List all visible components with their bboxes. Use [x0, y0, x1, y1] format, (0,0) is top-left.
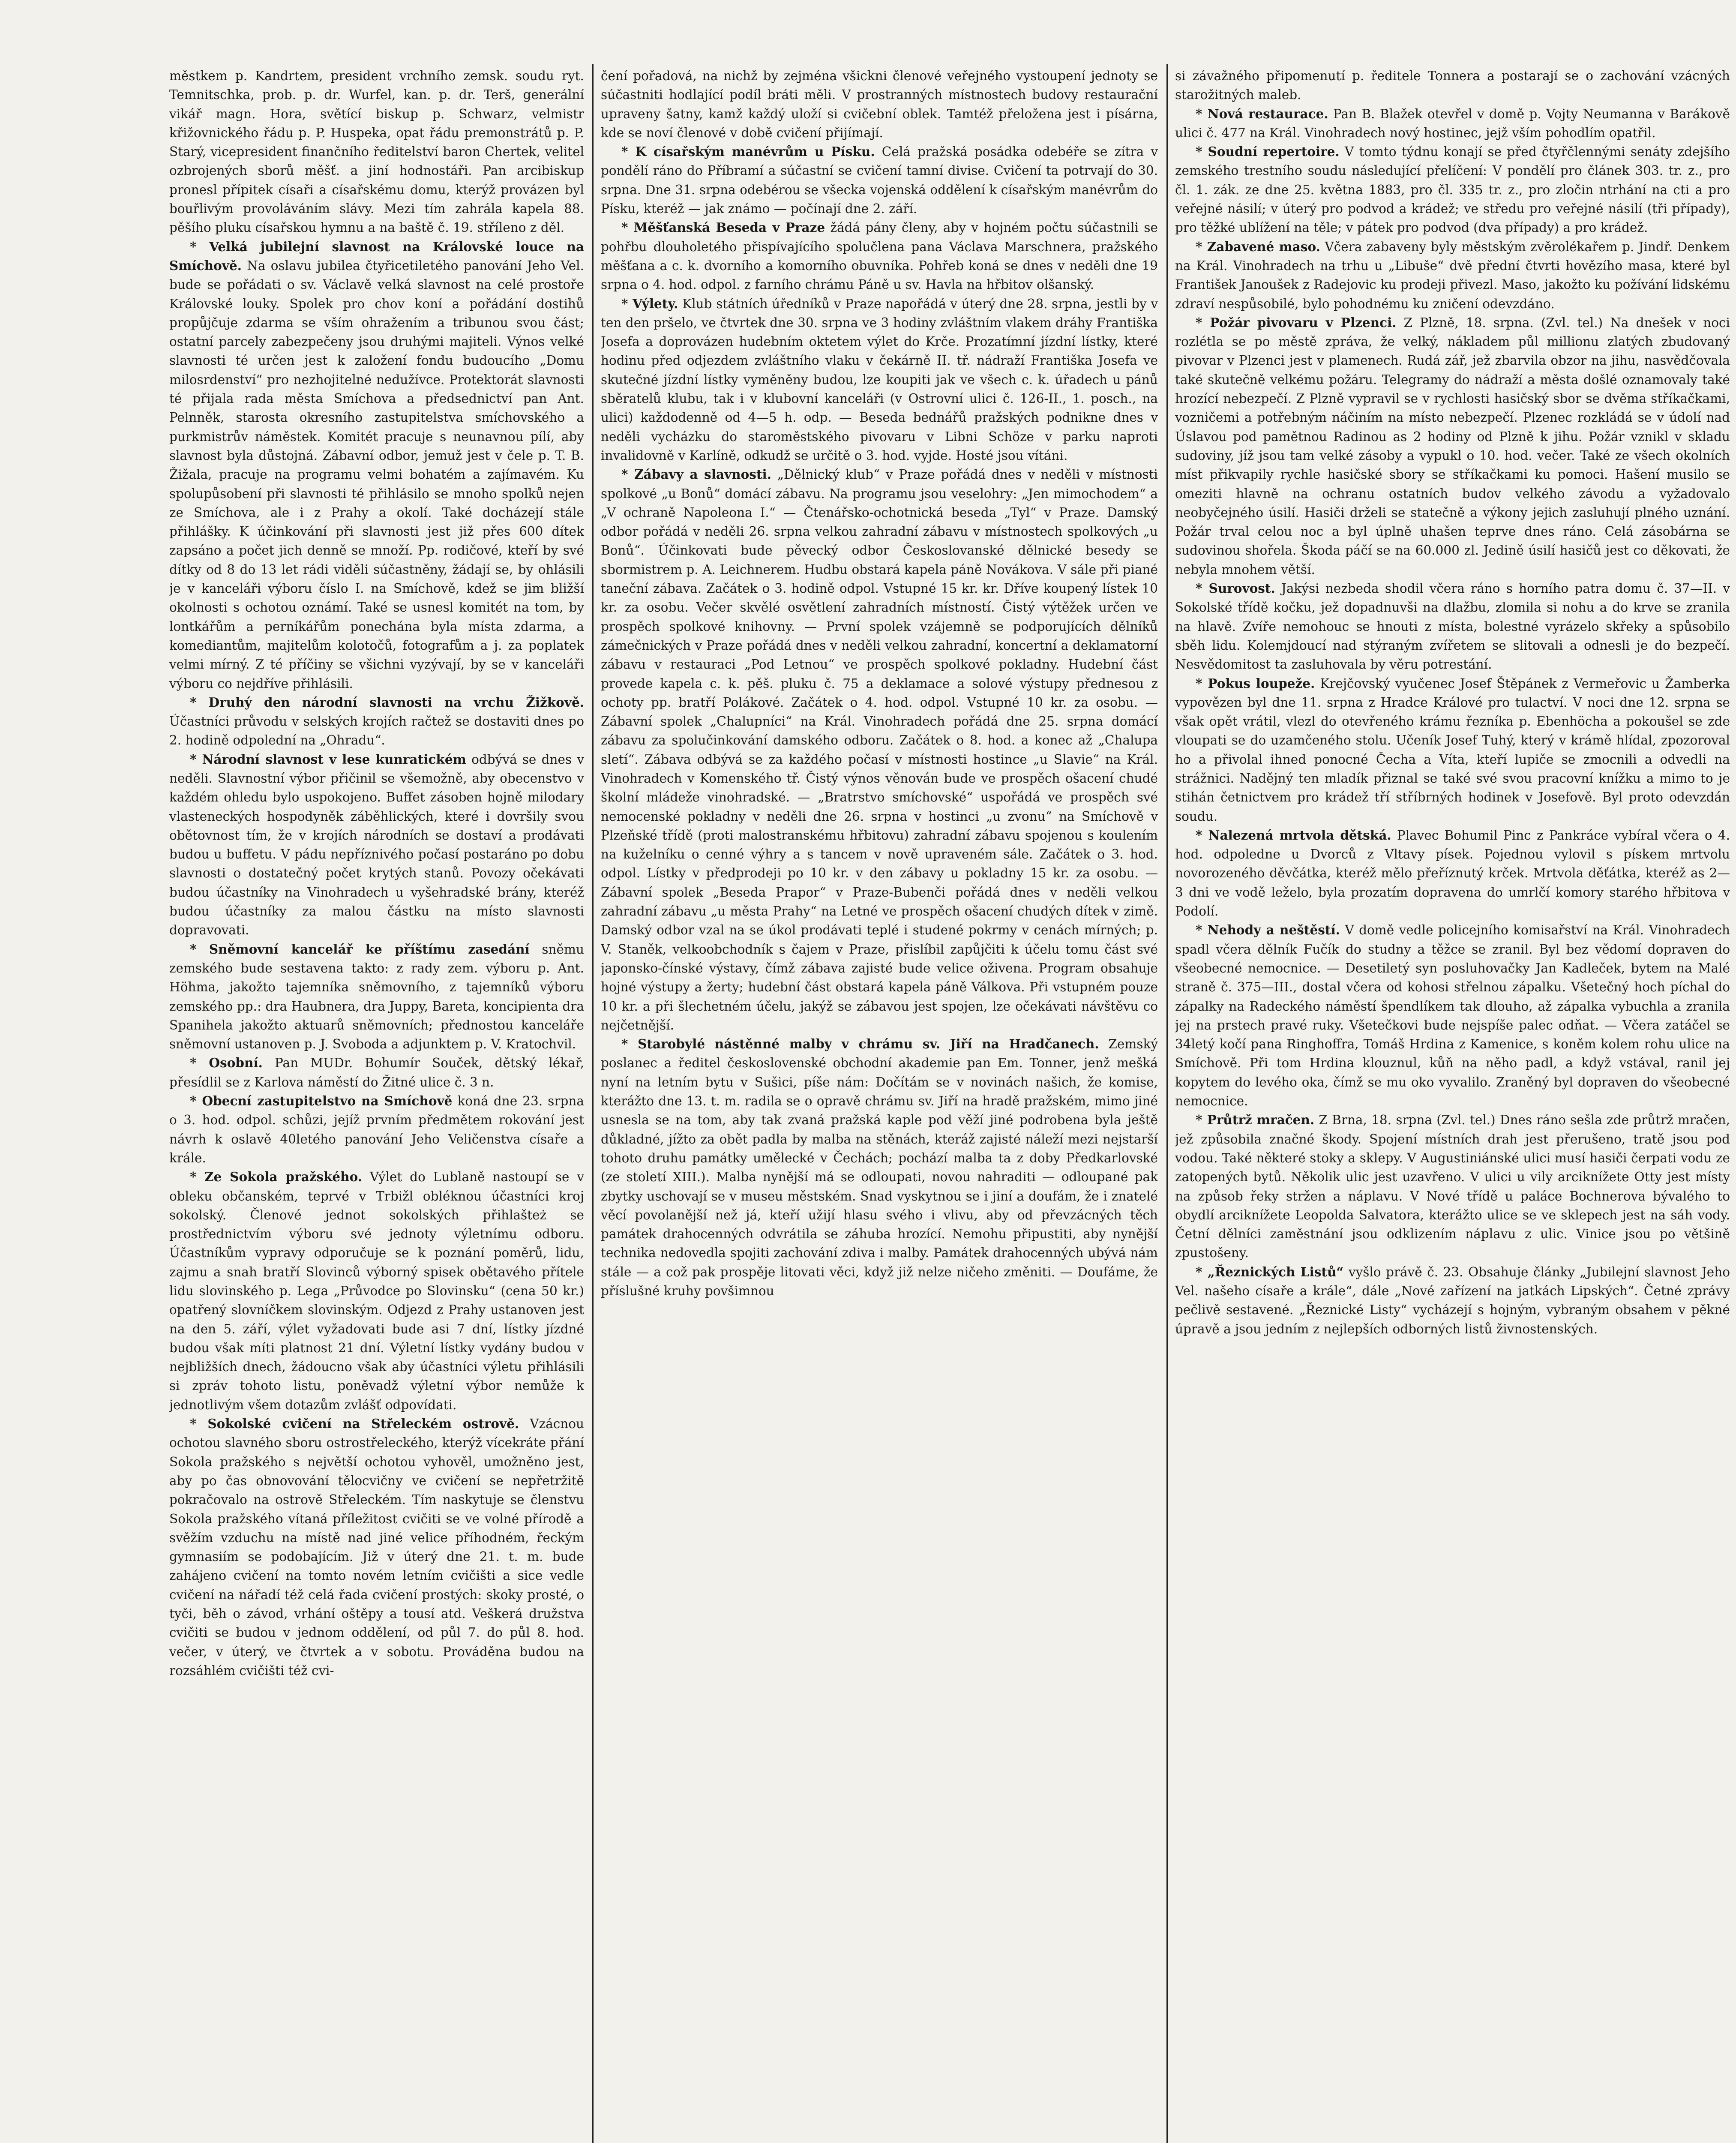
news-item-text: Pan B. Blažek otevřel v domě p. Vojty Neumanna v Barákově ulici č. 477 na Král. Vinohradech nový hostinec, jejž vším pohodlím opatřil. — [1175, 106, 1730, 140]
news-item-heading: * Nalezená mrtvola dětská. — [1196, 827, 1391, 843]
news-item-heading: * Požár pivovaru v Plzenci. — [1196, 315, 1397, 330]
news-item — [1175, 142, 1730, 237]
news-item-heading: * Národní slavnost v lese kunratickém — [190, 751, 466, 767]
news-item-text: „Dělnický klub“ v Praze pořádá dnes v neděli v místnosti spolkové „u Bonů“ domácí zábavu. Na programu jsou veselohry: „Jen mimochodem“ a „V ochraně Napoleona I.“ — Čtenářsko-ochotnická beseda „Tyl“ v Praze. Damský odbor pořádá v neděli 26. srpna velkou zahradní zábavu v místnostech spolkových „u Bonů“. Účinkovati bude pěvecký odbor Českoslovanské dělnické besedy se sbormistrem p. A. Leichnerem. Hudbu obstará kapela páně Novákova. V sále při piané taneční zábava. Začátek o 3. hodině odpol. Vstupné 15 kr. kr. Dříve koupený lístek 10 kr. za osobu. Večer skvělé osvětlení zahradních místností. Čistý výtěžek určen ve prospěch spolkové knihovny. — První spolek vzájemně se podporujících dělníků zámečnických v Praze pořádá dnes v neděli velkou zahradní, koncertní a deklamatorní zábavu v restauraci „Pod Letnou“ ve prospěch spolkové pokladny. Hudební část provede kapela c. k. pěš. pluku č. 75 a deklamace a solové výstupy přednesou z ochoty pp. bratří Polákové. Začátek o 4. hod. odpol. Vstupné 10 kr. za osobu. — Zábavní spolek „Chalupníci“ na Král. Vinohradech pořádá dne 25. srpna domácí zábavu za spolučinkování damského odboru. Začátek o 8. hod. a konec až „Chalupa sletí“. Zábava odbývá se za každého počasí v místnosti hostince „u Slavie“ na Král. Vinohradech v Komenského tř. Čistý výnos věnován bude ve prospěch ošacení chudé školní mládeže vinohradské. — „Bratrstvo smíchovské“ uspořádá ve prospěch své nemocenské pokladny v neděli dne 26. srpna v hostinci „u zvonu“ na Smíchově v Plzeňské třídě (proti malostranskému hřbitovu) zahradní zábavu spojenou s koulením na kuželníku o cenné výhry a s tancem v nově upraveném sále. Začátek o 3. hod. odpol. Lístky v předprodeji po 10 kr. v den zábavy u pokladny 15 kr. za osobu. — Zábavní spolek „Beseda Prapor“ v Praze-Bubenči pořádá dnes v neděli velkou zahradní zábavu „u města Prahy“ na Letné ve prospěch ošacení chudých dítek v zimě. Damský odbor vzal na se úkol prodávati teplé i studené pokrmy v cenách mírných; p. V. Staněk, velkoobchodník s čajem v Praze, přislíbil zapůjčiti k účelu tomu část své japonsko-čínské výstavy, čímž zábava zajisté bude velice oživena. Program obsahuje hojné výstupy a žerty; hudební část obstará kapela páně Válkova. Při vstupném pouze 10 kr. a při šlechetném účelu, jakýž se zábavou jest spojen, lze očekávati návštěvu co nejčetnější. — [601, 467, 1158, 1032]
news-item-heading: * Nehody a neštěstí. — [1196, 922, 1340, 938]
news-item-heading: * Soudní repertoire. — [1196, 144, 1340, 159]
news-item-text: Vzácnou ochotou slavného sboru ostrostřeleckého, kterýž vícekráte přání Sokola pražského s největší ochotou vyhověl, umožněno jest, aby po čas obnovování tělocvičny ve cvičení se nepřetržitě pokračovalo na ostrově Střeleckém. Tím naskytuje se členstvu Sokola pražského vítaná příležitost cvičiti se ve volné přírodě a svěžím vzduchu na místě nad jiné velice příhodném, řeckým gymnasiím se podobajícím. Již v úterý dne 21. t. m. bude zahájeno cvičení na tomto novém letním cvičišti a sice vedle cvičení na nářadí též celá řada cvičení prostých: skoky prosté, o tyči, běh o závod, vrhání oštěpy a tousí atd. Veškerá družstva cvičiti se budou v jednom oddělení, od půl 7. do půl 8. hod. večer, v úterý, ve čtvrtek a v sobotu. Prováděna budou na rozsáhlém cvičišti též cvi- — [169, 1417, 584, 1678]
news-item-heading: * Zábavy a slavnosti. — [621, 467, 771, 482]
column-2 — [601, 66, 1158, 2143]
news-item — [169, 940, 584, 1054]
news-item-heading: * Výlety. — [621, 296, 678, 311]
column-1 — [169, 66, 584, 2143]
news-item-heading: * Zabavené maso. — [1196, 239, 1320, 254]
news-item-text: odbývá se dnes v neděli. Slavnostní výbor přičinil se všemožně, aby obecenstvo v každém ohledu bylo uspokojeno. Buffet zásoben hojně milodary vlasteneckých hospodyněk záběhlických, které i dovršily svou obětovnost tím, že v krojích národních se dostaví a prodávati budou u buffetu. V pádu nepříznivého počasí postaráno po dobu slavnosti o dostatečný počet krytých stanů. Povozy očekávati budou účastníky na Vinohradech u vyšehradské brány, kteréž budou účastníky za malou částku na místo slavnosti dopravovati. — [169, 752, 584, 938]
news-item-text: V tomto týdnu konají se před čtyřčlennými senáty zdejšího zemského trestního soudu následující přelíčení: V pondělí pro článek 303. tr. z., pro čl. 1. zák. ze dne 25. května 1883, pro čl. 335 tr. z., pro zločin ntrhání na cti a pro veřejné násilí; v úterý pro podvod a krádež; ve středu pro veřejné násilí (tři případy), pro těžké ublížení na těle; v pátek pro podvod (dva případy) a pro krádež. — [1175, 144, 1730, 235]
news-item-text: čení pořadová, na nichž by zejména všickni členové veřejného vystoupení jednoty se súčastniti hodlající podíl bráti měli. V prostranných místnostech budovy restaurační upraveny šatny, kamž každý uloží si cvičební oblek. Tamtéž přeložena jest i písárna, kde se noví členové v době cvičení přijímají. — [601, 69, 1158, 140]
news-item-heading: * Nová restaurace. — [1196, 106, 1328, 121]
news-item-heading: * Sněmovní kancelář ke příštímu zasedání — [190, 941, 530, 957]
news-item — [169, 693, 584, 750]
news-item-heading: * Průtrž mračen. — [1196, 1112, 1315, 1128]
news-item-heading: * Osobní. — [190, 1055, 263, 1071]
news-item-text: Jakýsi nezbeda shodil včera ráno s horního patra domu č. 37—II. v Sokolské třídě kočku, jež dopadnuvši na dlažbu, zlomila si nohu a do krve se zranila na hlavě. Zvíře nemohouc se hnouti z místa, bolestné vyrázelo skřeky a spůsobilo sběh lidu. Kolemjdoucí nad stýraným zvířetem se slitovali a odnesli je do bezpečí. Nesvědomitost ta zasluhovala by věru potrestání. — [1175, 581, 1730, 672]
news-item — [1175, 921, 1730, 1111]
news-item-text: koná dne 23. srpna o 3. hod. odpol. schůzi, jejíž prvním předmětem rokování jest návrh k oslavě 40letého panování Jeho Veličenstva císaře a krále. — [169, 1094, 584, 1165]
news-item-text: Účastníci průvodu v selských krojích račtež se dostaviti dnes po 2. hodině odpolední na „Ohradu“. — [169, 714, 584, 748]
news-item-text: Celá pražská posádka odebéře se zítra v pondělí ráno do Příbramí a súčastní se cvičení tamní divise. Cvičení ta potrvají do 30. srpna. Dne 31. srpna odebérou se všecka vojenská oddělení k císařským manévrům do Písku, kteréž — jak známo — počínají dne 2. září. — [601, 144, 1158, 216]
news-item-text: Krejčovský vyučenec Josef Štěpánek z Vermeřovic u Žamberka vypovězen byl dne 11. srpna z Hradce Králové pro tulactví. V noci dne 12. srpna se však opět vrátil, vlezl do otevřeného krámu řezníka p. Ebenhöcha a pokoušel se zde vloupati se do uzamčeného stolu. Učeník Josef Tuhý, který v krámě hlídal, zpozoroval ho a přivolal ihned ponocné Čecha a Víta, kteří lupiče se zmocnili a odvedli na strážnici. Nadějný ten mladík přiznal se také své svou pracovní knížku a mimo to je stihán četnictvem pro krádež tří stříbrných hodinek v Josefově. Byl proto odevzdán soudu. — [1175, 676, 1730, 824]
news-item-continued — [601, 66, 1158, 142]
news-item-text: si závažného připomenutí p. ředitele Tonnera a postarají se o zachování vzácných starožitných maleb. — [1175, 69, 1730, 102]
news-item-text: žádá pány členy, aby v hojném počtu súčastnili se pohřbu dlouholetého přispívajícího spolučlena pana Václava Marschnera, pražského měšťana a c. k. dvorního a komorního obuvníka. Pohřeb koná se dnes v neděli dne 19 srpna o 4. hod. odpol. z farního chrámu Páně u sv. Havla na hřbitov olšanský. — [601, 220, 1158, 292]
news-item-heading: * Velká jubilejní slavnost na Královské louce na Smíchově. — [169, 239, 584, 273]
news-item-heading: * Pokus loupeže. — [1196, 675, 1315, 691]
news-item-text: Zemský poslanec a ředitel československé obchodní akademie pan Em. Tonner, jenž mešká nyní na letním bytu v Sušici, píše nám: Dočítám se v novinách našich, že komise, kterážto dne 13. t. m. radila se o opravě chrámu sv. Jiří na hradě pražském, mimo jiné usnesla se na tom, aby tak zvaná pražská kaple pod věží jiné podrobena byla ještě důkladné, jížto za obět padla by malba na stěnách, kteráž zajisté náleží mezi nejstarší tohoto druhu památky umělecké v Čechách; pochází malba ta z doby Předkarlovské (ze století XIII.). Malba nynější má se odloupati, novou nahraditi — odloupané pak zbytky uschovají se v museu městském. Snad vyskytnou se i jiní a doufám, že i znatelé věcí povolanější než já, kteří užijí hlasu svého i vlivu, aby od převzácných těch památek drahocenných odvrátila se záhuba hrozící. Nemohu připustiti, aby nynější technika nedovedla spojiti zachování zdiva i malby. Památek drahocenných ubývá nám stále — a což pak prospěje litovati věci, když již nelze ničeho změniti. — Doufáme, že příslušné kruhy povšimnou — [601, 1037, 1158, 1298]
column-3 — [1175, 66, 1730, 2143]
news-item-text: Z Plzně, 18. srpna. (Zvl. tel.) Na dnešek v noci rozlétla se po městě zpráva, že velký, nákladem půl millionu zlatých zbudovaný pivovar v Plzenci jest v plamenech. Rudá zář, jež zbarvila obzor na jihu, nasvědčovala také skutečně velkému požáru. Telegramy do nádraží a města došlé oznamovaly také hrozící nebezpečí. Z Plzně vypravil se v rychlosti hasičský sbor se dvěma stříkačkami, vozničemi a potřebným náčiním na místo nebezpečí. Plzenec rozkládá se v údolí nad Úslavou pod pamětnou Radinou as 2 hodiny od Plzně k jihu. Požár vznikl v skladu sudoviny, jíž jsou tam velké zásoby a vypukl o 10. hod. večer. Také ze všech okolních míst přikvapily rychle hasičské sbory se stříkačkami ku pomoci. Hašení musilo se omeziti hlavně na ochranu ostatních budov velkého závodu a vyžadovalo neobyčejného úsilí. Hasiči drželi se statečně a výkony jejich zasluhují plného uznání. Požár trval celou noc a byl úplně uhašen teprve dnes ráno. Celá zásobárna se sudovinou shořela. Škoda páčí se na 60.000 zl. Jedině úsilí hasičů jest co děkovati, že nebyla mnohem větší. — [1175, 315, 1730, 577]
news-item — [601, 142, 1158, 218]
column-rule — [592, 64, 594, 2143]
news-item-heading: * Starobylé nástěnné malby v chrámu sv. Jiří na Hradčanech. — [621, 1036, 1099, 1052]
news-item-continued — [169, 66, 584, 237]
news-item-text: Včera zabaveny byly městským zvěrolékařem p. Jindř. Denkem na Král. Vinohradech na trhu u „Libuše“ dvě přední čtvrti hovězího masa, které byl František Janoušek z Radejovic ku prodeji přivezl. Maso, jakožto ku požívání lidskému zdraví nespůsobilé, bylo pohodnému ku zničení odevzdáno. — [1175, 239, 1730, 311]
news-item-heading: * Surovost. — [1196, 581, 1275, 596]
news-item — [1175, 105, 1730, 143]
news-item — [601, 1035, 1158, 1300]
news-item-heading: * Měšťanská Beseda v Praze — [621, 220, 825, 235]
news-item — [1175, 579, 1730, 674]
news-item-heading: * Sokolské cvičení na Střeleckém ostrově. — [190, 1416, 519, 1432]
news-item — [1175, 1111, 1730, 1262]
news-item-text: Pan MUDr. Bohumír Souček, dětský lékař, přesídlil se z Karlova náměstí do Žitné ulice č. 3 n. — [169, 1056, 584, 1090]
news-item — [169, 237, 584, 693]
news-item — [601, 218, 1158, 294]
news-item — [169, 750, 584, 940]
news-item-text: Z Brna, 18. srpna (Zvl. tel.) Dnes ráno sešla zde průtrž mračen, jež způsobila značné škody. Spojení místních drah jest přerušeno, tratě jsou pod vodou. Také některé stoky a sklepy. V Augustiniánské ulici musí hasiči čerpati vodu ze zatopených bytů. Několik ulic jest uzavřeno. V ulici u vily arciknížete Otty jest místy na způsob řeky stržen a náplavu. V Nové třídě u paláce Bochnerova bývalého to obydlí arciknížete Leopolda Salvatora, kterážto ulice se ve sklepech jest na sáh vody. Četní dělníci zaměstnání jsou odklizením náplavu z ulic. Vinice jsou po většině zpustošeny. — [1175, 1113, 1730, 1261]
news-item — [1175, 313, 1730, 579]
news-item-heading: * Obecní zastupitelstvo na Smíchově — [190, 1093, 453, 1109]
news-item — [1175, 674, 1730, 826]
news-item-heading: * Druhý den národní slavnosti na vrchu Žižkově. — [190, 694, 584, 710]
column-rule — [1166, 64, 1168, 2143]
news-item-heading: * Ze Sokola pražského. — [190, 1169, 363, 1185]
news-item-heading: * „Řeznických Listů“ — [1196, 1264, 1344, 1279]
news-item — [169, 1168, 584, 1414]
news-item-text: V domě vedle policejního komisařství na Král. Vinohradech spadl včera dělník Fučík do studny a těžce se zranil. Byl bez vědomí dopraven do všeobecné nemocnice. — Desetiletý syn posluhovačky Jan Kadleček, bytem na Malé straně č. 375—III., dostal včera od kohosi střelnou zápalku. Všetečný hoch píchal do zápalky na Radeckého náměstí špendlíkem tak dlouho, až zápalka vybuchla a zranila jej na prstech pravé ruky. Všetečkovi bude nejspíše palec odňat. — Včera zatáčel se 34letý kočí pana Ringhoffra, Tomáš Hrdina z Kamenice, s koněm kolem rohu ulice na Smíchově. Při tom Hrdina klouznul, kůň na něho padl, a když vstával, ranil jej kopytem do levého oka, čímž se mu oko vyvalilo. Zraněný byl dopraven do všeobecné nemocnice. — [1175, 923, 1730, 1109]
news-item — [601, 465, 1158, 1035]
news-item — [601, 294, 1158, 465]
news-item-text: Výlet do Lublaně nastoupí se v obleku občanském, teprvé v Trbižl obléknou účastníci kroj sokolský. Členové jednot sokolských přihlašteż se prostřednictvím výboru své jednoty výletnímu odboru. Účastníkům vypravy odporučuje se k poznání poměrů, lidu, zajmu a snah bratří Slovinců výborný spisek obětavého přítele lidu slovinského p. Lega „Průvodce po Slovinsku“ (cena 50 kr.) opatřený slovníčkem slovinským. Odjezd z Prahy ustanoven jest na den 5. září, výlet vyžadovati bude asi 7 dní, lístky jízdné budou však míti platnost 21 dní. Výletní lístky vydány budou v nejbližších dnech, žádoucno však aby účastníci výletu přihlásili si zpráv tohoto listu, poněvadž výletní výbor nemůže k jednotlivým všem dotazům zvlášť odpovídati. — [169, 1170, 584, 1412]
news-item-continued — [1175, 66, 1730, 105]
news-item — [169, 1414, 584, 1680]
news-item — [1175, 1263, 1730, 1339]
news-item-text: Klub státních úředníků v Praze napořádá v úterý dne 28. srpna, jestli by v ten den pršelo, ve čtvrtek dne 30. srpna ve 3 hodiny zvláštním vlakem dráhy Františka Josefa a doprovázen hudebním oktetem výlet do Krče. Prozatímní jízdní lístky, které hodinu před odjezdem zvláštního vlaku v čekárně II. tř. nádraží Františka Josefa ve skutečné jízdní lístky vyměněny budou, lze koupiti jak ve všech c. k. úřadech u pánů sběratelů klubu, tak i v klubovní kanceláři (v Ostrovní ulici č. 126-II., 1. posch., na ulici) každodenně od 4—5 h. odp. — Beseda bednářů pražských podnikne dnes v neděli vycházku do staroměstského pivovaru v Libni Schöze v parku naproti invalidovně v Karlíně, odkudž se určitě o 3. hod. vyjde. Hosté jsou vítáni. — [601, 296, 1158, 463]
news-item — [169, 1092, 584, 1168]
news-item — [169, 1053, 584, 1092]
news-item-text: Plavec Bohumil Pinc z Pankráce vybíral včera o 4. hod. odpoledne u Dvorců z Vltavy písek. Pojednou vylovil s pískem mrtvolu novorozeného děvčátka, kteréž mělo přeříznutý krček. Mrtvola děťátka, kteréž as 2—3 dni ve vodě leželo, byla prozatím dopravena do umrlčí komory starého hřbitova v Podolí. — [1175, 828, 1730, 919]
news-item-heading: * K císařským manévrům u Písku. — [621, 144, 875, 159]
news-item-text: Na oslavu jubilea čtyřicetiletého panování Jeho Vel. bude se pořádati o sv. Václavě velká slavnost na celé prostoře Královské louky. Spolek pro chov koní a pořádání dostihů propůjčuje zdarma se vším ohražením a tribunou svou část; ostatní parcely zabezpečeny jsou druhými majiteli. Výnos velké slavnosti té určen jest k založení fondu budoucího „Domu milosrdenství“ pro nezhojitelné nedužívce. Protektorát slavnosti té přijala rada města Smíchova a předsednictví pan Ant. Pelnněk, starosta okresního zastupitelstva smíchovského a purkmistrův náměstek. Komitét pracuje s neunavnou pílí, aby slavnost byla důstojná. Zábavní odbor, jemuž jest v čele p. T. B. Žižala, pracuje na programu velmi bohatém a zajímavém. Ku spolupůsobení při slavnosti té přihlásilo se mnoho spolků nejen ze Smíchova, ale i z Prahy a okolí. Také docházejí stále přihlášky. K účinkování při slavnosti jest již přes 600 dítek zapsáno a počet jich denně se množí. Pp. rodičové, kteří by své dítky od 8 do 13 let rádi viděli súčastněny, žádají se, by ohlásili je v kanceláři výboru číslo I. na Smíchově, kdež se jim bližší okolnosti s ochotou oznámí. Také se usnesl komitét na tom, by lontkářům a perníkářům ponechána byla místa zdarma, a komediantům, majitelům kolotočů, fotografům a j. za poplatek velmi mírný. Z té příčiny se všichni vyzývají, by se v kanceláři výboru co nejdříve přihlásili. — [169, 258, 584, 691]
news-item — [1175, 237, 1730, 313]
news-item — [1175, 826, 1730, 921]
news-item-text: sněmu zemského bude sestavena takto: z rady zem. výboru p. Ant. Höhma, jakožto tajemníka sněmovního, z tajemníků výboru zemského pp.: dra Haubnera, dra Juppy, Bareta, koncipienta dra Spanihela jakožto aktuarů sněmovních; přednostou kanceláře sněmovní ustanoven p. J. Svoboda a adjunktem p. V. Kratochvil. — [169, 942, 584, 1052]
news-item-text: vyšlo právě č. 23. Obsahuje články „Jubilejní slavnost Jeho Vel. našeho císaře a krále“, dále „Nové zařízení na jatkách Lipských“. Četné zprávy pečlivě sestavené. „Řeznické Listy“ vycházejí s hojným, vybraným obsahem v pěkné úpravě a jsou jedním z nejlepších odborných listů živnostenských. — [1175, 1264, 1730, 1336]
news-item-text: městkem p. Kandrtem, president vrchního zemsk. soudu ryt. Temnitschka, prob. p. dr. Wurfel, kan. p. dr. Terš, generální vikář magn. Hora, světící biskup p. Schwarz, velmistr křižovnického řádu p. P. Huspeka, opat řádu premonstrátů p. P. Starý, vicepresident finančního ředitelství baron Chertek, velitel ozbrojených sborů měšť. a jiní hodnostáři. Pan arcibiskup pronesl přípitek císaři a císařskému domu, kterýž provázen byl bouřlivým provoláváním slávy. Mezi tím zahrála kapela 88. pěšího pluku císařskou hymnu a na baště č. 19. stříleno z děl. — [169, 69, 584, 235]
